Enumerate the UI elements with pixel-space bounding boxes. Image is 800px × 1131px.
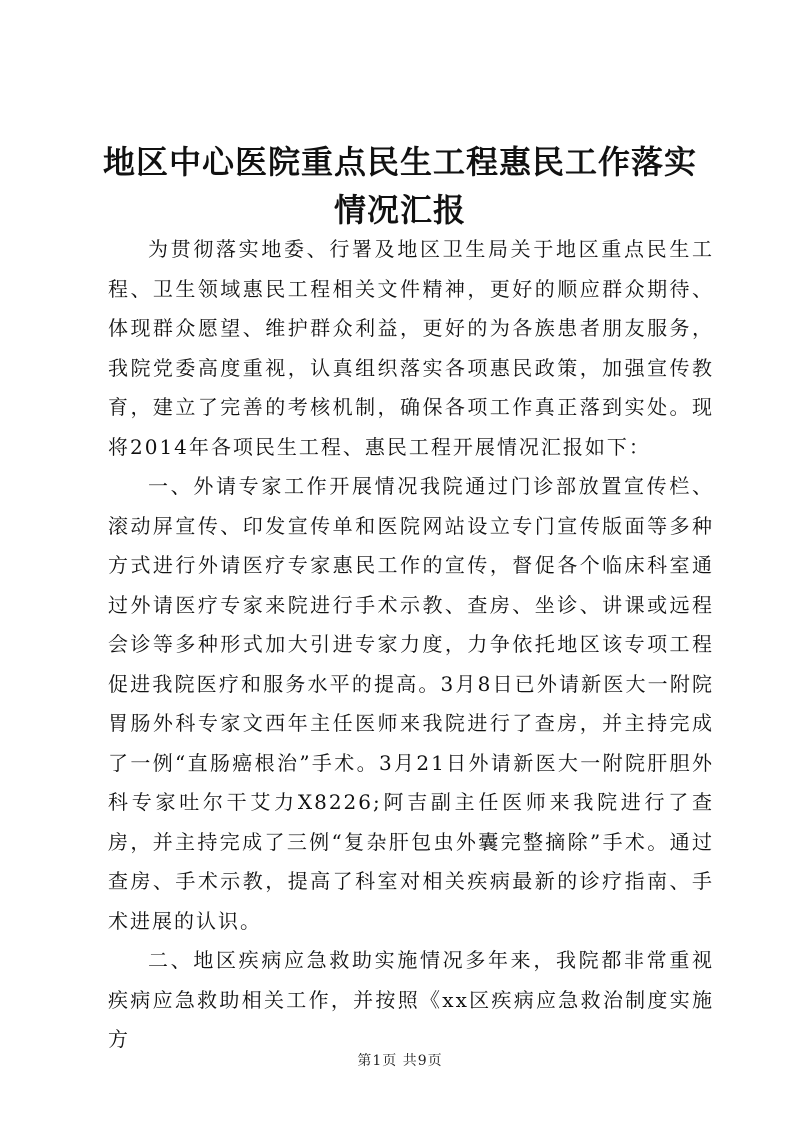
section-two-paragraph: 二、地区疾病应急救助实施情况多年来，我院都非常重视疾病应急救助相关工作，并按照《xx区疾病应急救治制度实施方 (108, 948, 714, 1051)
intro-paragraph: 为贯彻落实地委、行署及地区卫生局关于地区重点民生工程、卫生领域惠民工程相关文件精神，更好的顺应群众期待、体现群众愿望、维护群众利益，更好的为各族患者朋友服务，我院党委高度重视，认真组织落实各项惠民政策，加强宣传教育，建立了完善的考核机制，确保各项工作真正落到实处。现将2014年各项民生工程、惠民工程开展情况汇报如下： (108, 237, 714, 459)
section-one-paragraph: 一、外请专家工作开展情况我院通过门诊部放置宣传栏、滚动屏宣传、印发宣传单和医院网站设立专门宣传版面等多种方式进行外请医疗专家惠民工作的宣传，督促各个临床科室通过外请医疗专家来院进行手术示教、查房、坐诊、讲课或远程会诊等多种形式加大引进专家力度，力争依托地区该专项工程促进我院医疗和服务水平的提高。3月8日已外请新医大一附院胃肠外科专家文西年主任医师来我院进行了查房，并主持完成了一例“直肠癌根治”手术。3月21日外请新医大一附院肝胆外科专家吐尔干艾力X8226;阿吉副主任医师来我院进行了查房，并主持完成了三例“复杂肝包虫外囊完整摘除”手术。通过查房、手术示教，提高了科室对相关疾病最新的诊疗指南、手术进展的认识。 (108, 474, 714, 933)
document-body (108, 230, 714, 1060)
page-footer: 第1页 共9页 (357, 1053, 443, 1069)
document-title: 地区中心医院重点民生工程惠民工作落实情况汇报 (102, 143, 697, 229)
